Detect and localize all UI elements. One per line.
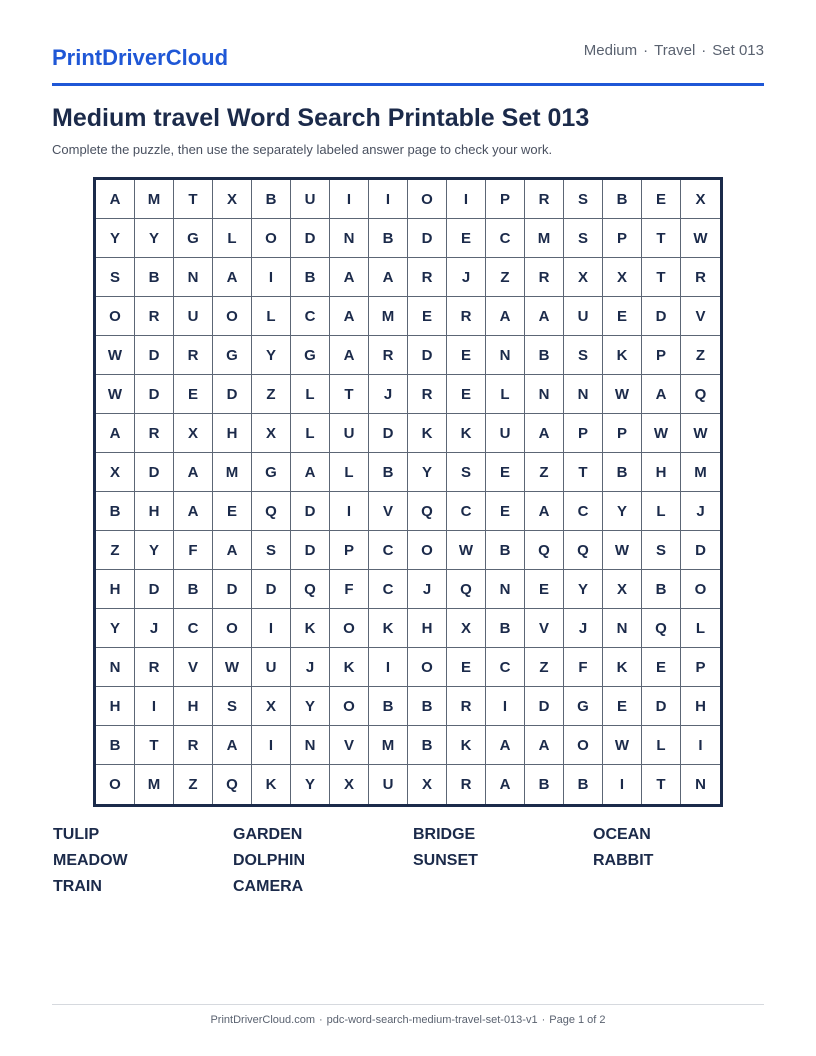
grid-cell: Y: [408, 453, 447, 492]
grid-cell: Q: [213, 765, 252, 804]
grid-cell: J: [291, 648, 330, 687]
page-title: Medium travel Word Search Printable Set 013: [52, 104, 590, 132]
grid-cell: R: [369, 336, 408, 375]
grid-cell: U: [291, 180, 330, 219]
grid-cell: P: [330, 531, 369, 570]
grid-cell: U: [252, 648, 291, 687]
grid-cell: B: [603, 453, 642, 492]
page-header: [52, 38, 764, 86]
grid-cell: N: [486, 570, 525, 609]
breadcrumb-separator: ·: [643, 42, 649, 59]
grid-cell: D: [408, 219, 447, 258]
grid-cell: B: [96, 726, 135, 765]
grid-cell: U: [486, 414, 525, 453]
grid-cell: J: [408, 570, 447, 609]
grid-cell: X: [447, 609, 486, 648]
grid-cell: A: [213, 531, 252, 570]
grid-cell: Y: [96, 609, 135, 648]
grid-cell: X: [564, 258, 603, 297]
grid-cell: P: [642, 336, 681, 375]
grid-cell: Z: [525, 648, 564, 687]
grid-cell: A: [213, 726, 252, 765]
grid-cell: B: [603, 180, 642, 219]
grid-cell: B: [252, 180, 291, 219]
grid-cell: E: [213, 492, 252, 531]
grid-cell: R: [408, 258, 447, 297]
grid-cell: D: [681, 531, 720, 570]
grid-cell: B: [135, 258, 174, 297]
grid-cell: J: [369, 375, 408, 414]
grid-cell: B: [369, 219, 408, 258]
page-subtitle: Complete the puzzle, then use the separately labeled answer page to check your work.: [52, 142, 553, 157]
grid-cell: H: [408, 609, 447, 648]
breadcrumb-separator: ·: [701, 42, 707, 59]
grid-cell: R: [681, 258, 720, 297]
word-list-item: BRIDGE: [413, 826, 476, 843]
grid-cell: D: [408, 336, 447, 375]
grid-cell: A: [525, 492, 564, 531]
grid-cell: X: [330, 765, 369, 804]
grid-cell: R: [525, 258, 564, 297]
grid-cell: Q: [525, 531, 564, 570]
word-list-item: GARDEN: [233, 826, 303, 843]
grid-cell: C: [447, 492, 486, 531]
grid-cell: I: [447, 180, 486, 219]
grid-cell: O: [252, 219, 291, 258]
grid-cell: N: [330, 219, 369, 258]
grid-cell: J: [447, 258, 486, 297]
grid-cell: A: [369, 258, 408, 297]
grid-cell: V: [330, 726, 369, 765]
grid-cell: E: [486, 492, 525, 531]
grid-cell: M: [135, 180, 174, 219]
grid-cell: I: [486, 687, 525, 726]
grid-cell: M: [369, 297, 408, 336]
grid-cell: B: [408, 726, 447, 765]
grid-cell: A: [525, 297, 564, 336]
grid-cell: E: [447, 219, 486, 258]
grid-cell: M: [213, 453, 252, 492]
grid-cell: M: [369, 726, 408, 765]
grid-cell: K: [447, 726, 486, 765]
grid-cell: E: [603, 297, 642, 336]
grid-cell: F: [330, 570, 369, 609]
breadcrumb-theme: Travel: [654, 42, 696, 59]
brand-logo[interactable]: PrintDriverCloud: [52, 45, 229, 70]
grid-cell: H: [642, 453, 681, 492]
grid-cell: S: [564, 180, 603, 219]
footer-separator: ·: [319, 1014, 323, 1026]
grid-cell: L: [681, 609, 720, 648]
grid-cell: O: [681, 570, 720, 609]
grid-cell: F: [174, 531, 213, 570]
grid-cell: R: [174, 726, 213, 765]
grid-cell: Y: [135, 219, 174, 258]
grid-cell: E: [642, 180, 681, 219]
grid-cell: W: [213, 648, 252, 687]
grid-cell: M: [525, 219, 564, 258]
grid-cell: P: [681, 648, 720, 687]
grid-cell: L: [291, 375, 330, 414]
grid-cell: O: [408, 531, 447, 570]
footer-page-number: Page 1 of 2: [549, 1014, 606, 1026]
grid-cell: K: [603, 336, 642, 375]
grid-cell: X: [603, 258, 642, 297]
grid-cell: I: [369, 648, 408, 687]
word-list-item: RABBIT: [593, 852, 654, 869]
grid-cell: T: [135, 726, 174, 765]
grid-cell: D: [252, 570, 291, 609]
grid-cell: A: [174, 453, 213, 492]
grid-cell: Z: [252, 375, 291, 414]
grid-cell: Q: [252, 492, 291, 531]
grid-cell: X: [174, 414, 213, 453]
grid-cell: N: [291, 726, 330, 765]
grid-cell: U: [174, 297, 213, 336]
grid-cell: X: [252, 414, 291, 453]
grid-cell: R: [447, 687, 486, 726]
grid-cell: K: [447, 414, 486, 453]
grid-cell: D: [369, 414, 408, 453]
grid-cell: T: [564, 453, 603, 492]
grid-cell: O: [330, 687, 369, 726]
grid-cell: Q: [681, 375, 720, 414]
grid-cell: A: [525, 414, 564, 453]
grid-cell: A: [330, 297, 369, 336]
grid-cell: J: [135, 609, 174, 648]
grid-cell: C: [174, 609, 213, 648]
grid-cell: L: [642, 492, 681, 531]
grid-cell: L: [330, 453, 369, 492]
grid-cell: W: [447, 531, 486, 570]
grid-cell: Z: [681, 336, 720, 375]
grid-cell: F: [564, 648, 603, 687]
grid-cell: A: [330, 258, 369, 297]
grid-cell: W: [96, 336, 135, 375]
grid-cell: K: [252, 765, 291, 804]
grid-cell: N: [96, 648, 135, 687]
grid-cell: A: [330, 336, 369, 375]
grid-cell: O: [564, 726, 603, 765]
grid-cell: R: [135, 297, 174, 336]
grid-cell: H: [96, 687, 135, 726]
grid-cell: O: [330, 609, 369, 648]
grid-cell: X: [681, 180, 720, 219]
grid-cell: C: [369, 531, 408, 570]
grid-cell: N: [603, 609, 642, 648]
breadcrumb-difficulty: Medium: [583, 42, 638, 59]
grid-cell: R: [447, 297, 486, 336]
word-list-item: MEADOW: [53, 852, 128, 869]
grid-cell: D: [291, 492, 330, 531]
grid-cell: E: [486, 453, 525, 492]
grid-cell: S: [252, 531, 291, 570]
grid-cell: D: [525, 687, 564, 726]
grid-cell: O: [213, 609, 252, 648]
grid-cell: B: [525, 336, 564, 375]
grid-cell: H: [135, 492, 174, 531]
grid-cell: T: [174, 180, 213, 219]
grid-cell: H: [213, 414, 252, 453]
grid-cell: G: [252, 453, 291, 492]
grid-cell: O: [96, 765, 135, 804]
grid-cell: L: [291, 414, 330, 453]
grid-cell: E: [447, 336, 486, 375]
grid-cell: T: [642, 765, 681, 804]
grid-cell: A: [213, 258, 252, 297]
grid-cell: Y: [252, 336, 291, 375]
grid-cell: Y: [603, 492, 642, 531]
grid-cell: I: [603, 765, 642, 804]
grid-cell: A: [291, 453, 330, 492]
footer-divider: [52, 1004, 764, 1005]
grid-cell: B: [96, 492, 135, 531]
grid-cell: T: [642, 219, 681, 258]
grid-cell: Z: [525, 453, 564, 492]
grid-cell: B: [174, 570, 213, 609]
footer-doc-id: pdc-word-search-medium-travel-set-013-v1: [326, 1014, 538, 1026]
grid-cell: E: [447, 375, 486, 414]
grid-cell: E: [642, 648, 681, 687]
footer-separator: ·: [541, 1014, 546, 1026]
grid-cell: L: [486, 375, 525, 414]
grid-cell: B: [369, 453, 408, 492]
grid-cell: E: [408, 297, 447, 336]
grid-cell: Z: [174, 765, 213, 804]
grid-cell: I: [252, 609, 291, 648]
grid-cell: U: [564, 297, 603, 336]
grid-cell: Y: [135, 531, 174, 570]
grid-cell: D: [135, 336, 174, 375]
breadcrumb: [584, 42, 764, 59]
grid-cell: R: [408, 375, 447, 414]
grid-cell: I: [252, 258, 291, 297]
grid-cell: I: [252, 726, 291, 765]
grid-cell: Y: [96, 219, 135, 258]
grid-cell: P: [486, 180, 525, 219]
grid-cell: Q: [408, 492, 447, 531]
grid-cell: R: [174, 336, 213, 375]
grid-cell: I: [135, 687, 174, 726]
grid-cell: U: [369, 765, 408, 804]
grid-cell: B: [564, 765, 603, 804]
grid-cell: T: [642, 258, 681, 297]
grid-cell: Z: [96, 531, 135, 570]
word-list-item: TULIP: [53, 826, 100, 843]
grid-cell: K: [408, 414, 447, 453]
grid-cell: G: [291, 336, 330, 375]
grid-cell: K: [291, 609, 330, 648]
grid-cell: D: [213, 375, 252, 414]
grid-cell: J: [564, 609, 603, 648]
grid-cell: A: [642, 375, 681, 414]
grid-cell: E: [525, 570, 564, 609]
grid-cell: K: [369, 609, 408, 648]
grid-cell: C: [486, 219, 525, 258]
breadcrumb-set: Set 013: [712, 42, 764, 59]
grid-cell: B: [408, 687, 447, 726]
grid-cell: H: [174, 687, 213, 726]
word-list-item: DOLPHIN: [233, 852, 305, 869]
grid-cell: Q: [642, 609, 681, 648]
grid-cell: C: [486, 648, 525, 687]
word-list-item: OCEAN: [593, 826, 651, 843]
grid-cell: M: [681, 453, 720, 492]
grid-cell: S: [447, 453, 486, 492]
word-list-item: SUNSET: [413, 852, 478, 869]
grid-cell: E: [174, 375, 213, 414]
grid-cell: Q: [291, 570, 330, 609]
grid-cell: W: [642, 414, 681, 453]
grid-cell: L: [252, 297, 291, 336]
grid-cell: A: [525, 726, 564, 765]
grid-cell: D: [642, 687, 681, 726]
grid-cell: D: [291, 219, 330, 258]
grid-cell: C: [291, 297, 330, 336]
grid-cell: R: [135, 414, 174, 453]
grid-cell: K: [603, 648, 642, 687]
grid-cell: W: [681, 414, 720, 453]
grid-cell: R: [525, 180, 564, 219]
footer-site: PrintDriverCloud.com: [210, 1014, 315, 1026]
grid-cell: W: [603, 726, 642, 765]
grid-cell: A: [96, 180, 135, 219]
grid-cell: N: [486, 336, 525, 375]
grid-cell: B: [369, 687, 408, 726]
grid-cell: B: [486, 609, 525, 648]
word-search-grid: [93, 177, 723, 807]
grid-cell: O: [408, 180, 447, 219]
grid-cell: S: [213, 687, 252, 726]
grid-cell: S: [564, 219, 603, 258]
grid-cell: S: [564, 336, 603, 375]
grid-cell: P: [603, 414, 642, 453]
grid-cell: R: [135, 648, 174, 687]
grid-cell: A: [174, 492, 213, 531]
grid-cell: U: [330, 414, 369, 453]
grid-cell: W: [603, 375, 642, 414]
grid-cell: I: [330, 180, 369, 219]
grid-cell: Q: [447, 570, 486, 609]
grid-cell: T: [330, 375, 369, 414]
grid-cell: D: [135, 375, 174, 414]
grid-cell: W: [96, 375, 135, 414]
grid-cell: S: [96, 258, 135, 297]
grid-cell: C: [564, 492, 603, 531]
grid-cell: V: [525, 609, 564, 648]
grid-cell: N: [525, 375, 564, 414]
grid-cell: O: [213, 297, 252, 336]
grid-cell: Q: [564, 531, 603, 570]
grid-cell: B: [291, 258, 330, 297]
grid-cell: K: [330, 648, 369, 687]
grid-cell: I: [330, 492, 369, 531]
grid-cell: X: [408, 765, 447, 804]
grid-cell: X: [96, 453, 135, 492]
grid-cell: X: [603, 570, 642, 609]
grid-cell: M: [135, 765, 174, 804]
grid-cell: G: [564, 687, 603, 726]
grid-cell: D: [213, 570, 252, 609]
grid-cell: E: [447, 648, 486, 687]
grid-cell: A: [486, 726, 525, 765]
grid-cell: N: [695, 776, 706, 793]
word-list: [53, 826, 773, 904]
grid-cell: V: [681, 297, 720, 336]
grid-cell: G: [213, 336, 252, 375]
grid-cell: V: [369, 492, 408, 531]
grid-cell: C: [369, 570, 408, 609]
grid-cell: D: [642, 297, 681, 336]
grid-cell: Y: [291, 765, 330, 804]
grid-cell: E: [603, 687, 642, 726]
grid-cell: X: [213, 180, 252, 219]
grid-cell: X: [252, 687, 291, 726]
grid-cell: R: [447, 765, 486, 804]
grid-cell: I: [681, 726, 720, 765]
grid-cell: S: [642, 531, 681, 570]
grid-cell: D: [291, 531, 330, 570]
grid-cell: D: [135, 453, 174, 492]
grid-cell: A: [486, 765, 525, 804]
grid-cell: J: [681, 492, 720, 531]
grid-cell: L: [642, 726, 681, 765]
grid-cell: B: [642, 570, 681, 609]
grid-cell: Y: [291, 687, 330, 726]
grid-cell: H: [681, 687, 720, 726]
grid-cell: G: [174, 219, 213, 258]
grid-cell: V: [174, 648, 213, 687]
grid-cell: I: [369, 180, 408, 219]
grid-cell: N: [564, 375, 603, 414]
grid-cell: Y: [564, 570, 603, 609]
grid-cell: O: [408, 648, 447, 687]
grid-cell: A: [96, 414, 135, 453]
grid-cell: B: [486, 531, 525, 570]
grid-cell: L: [213, 219, 252, 258]
page-footer: [0, 1014, 816, 1026]
grid-cell: N: [174, 258, 213, 297]
grid-cell: W: [603, 531, 642, 570]
grid-cell: O: [96, 297, 135, 336]
grid-cell: W: [681, 219, 720, 258]
grid-cell: P: [603, 219, 642, 258]
grid-cell: H: [96, 570, 135, 609]
grid-cell: B: [525, 765, 564, 804]
word-list-item: CAMERA: [233, 878, 304, 895]
word-list-item: TRAIN: [53, 878, 102, 895]
grid-cell: A: [486, 297, 525, 336]
grid-cell: D: [135, 570, 174, 609]
grid-cell: Z: [486, 258, 525, 297]
grid-cell: P: [564, 414, 603, 453]
